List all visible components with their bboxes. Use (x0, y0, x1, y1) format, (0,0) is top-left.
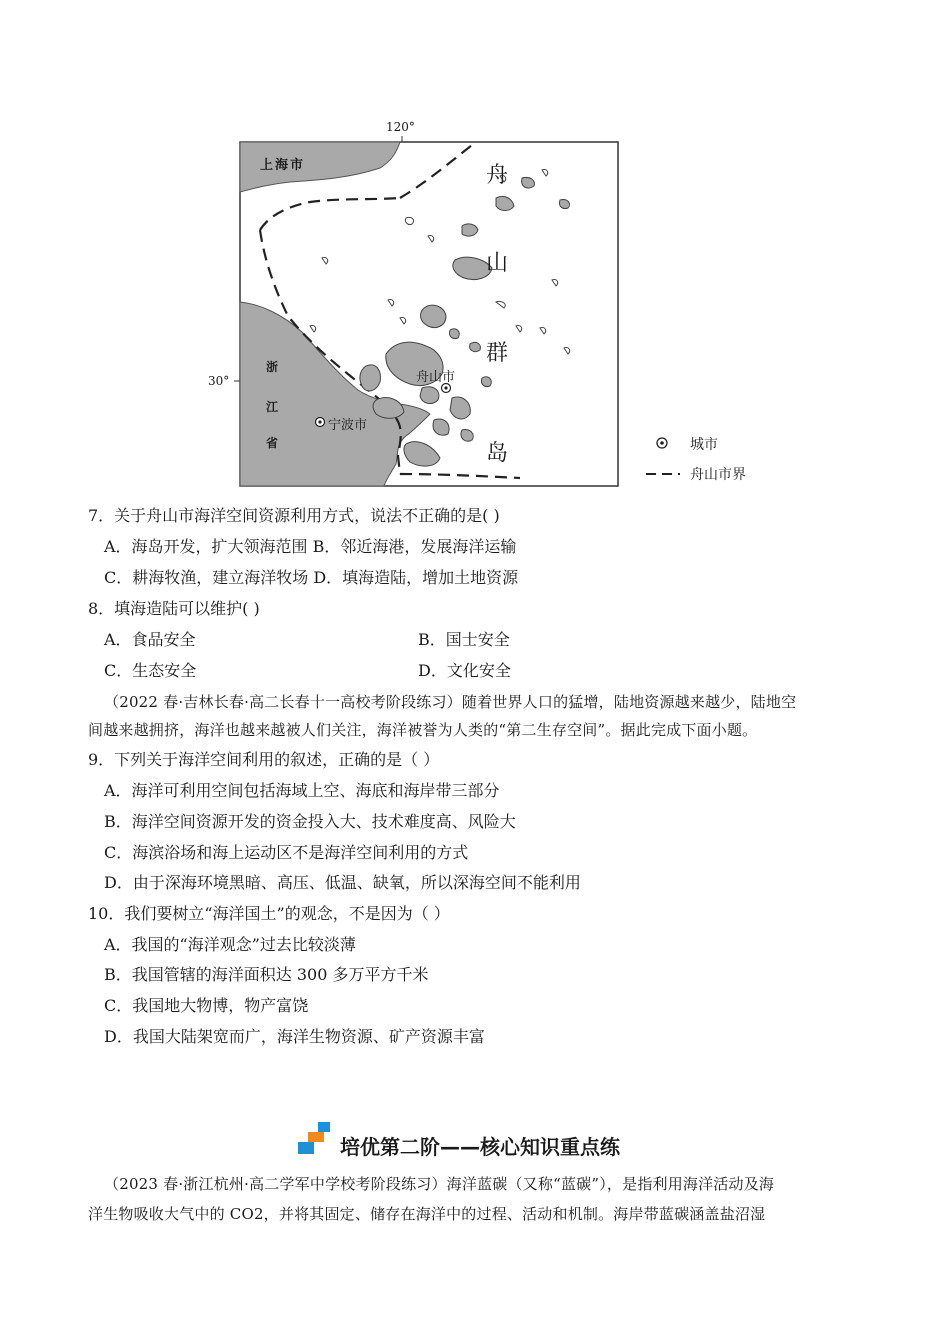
section-title: 培优第二阶——核心知识重点练 (340, 1135, 620, 1159)
legend-city-label: 城市 (690, 437, 718, 453)
shanghai-label: 上海市 (260, 158, 306, 173)
zhoushan-map (200, 118, 790, 490)
question-10-option-b: B．我国管辖的海洋面积达 300 多万平方千米 (104, 965, 429, 984)
ningbo-label: 宁波市 (328, 418, 368, 433)
zhejiang-char-3: 省 (266, 436, 279, 450)
question-9-option-b: B．海洋空间资源开发的资金投入大、技术难度高、风险大 (104, 812, 516, 831)
intro-2-line-1: （2023 春·浙江杭州·高二学军中学校考阶段练习）海洋蓝碳（又称“蓝碳”），是指利用海洋活动及海 (104, 1175, 775, 1193)
intro-1-line-1: （2022 春·吉林长春·高二长春十一高校考阶段练习）随着世界人口的猛增，陆地资源越来越少，陆地空 (104, 693, 797, 711)
zhoushan-city-label: 舟山市 (416, 370, 456, 385)
question-7-options-line-2: C．耕海牧渔，建立海洋牧场 D．填海造陆，增加土地资源 (104, 568, 519, 587)
question-7-options-line-1: A．海岛开发，扩大领海范围 B．邻近海港，发展海洋运输 (104, 537, 517, 556)
question-10-option-a: A．我国的“海洋观念”过去比较淡薄 (104, 935, 356, 954)
question-8-option-a: A．食品安全 (104, 630, 196, 649)
question-7-stem: 7．关于舟山市海洋空间资源利用方式，说法不正确的是( ) (88, 506, 500, 525)
question-9-stem: 9．下列关于海洋空间利用的叙述，正确的是（ ） (88, 750, 440, 769)
zhejiang-char-1: 浙 (266, 360, 279, 374)
question-8-option-d: D．文化安全 (418, 661, 511, 680)
archipelago-char-1: 舟 (486, 163, 509, 188)
question-10-option-c: C．我国地大物博，物产富饶 (104, 996, 309, 1015)
archipelago-char-3: 群 (486, 341, 509, 366)
zhejiang-char-2: 江 (266, 400, 279, 414)
question-9-option-a: A．海洋可利用空间包括海域上空、海底和海岸带三部分 (104, 781, 500, 800)
question-9-option-d: D．由于深海环境黑暗、高压、低温、缺氧，所以深海空间不能利用 (104, 873, 581, 892)
latitude-label: 30° (208, 374, 230, 388)
archipelago-char-4: 岛 (486, 441, 509, 466)
question-8-stem: 8．填海造陆可以维护( ) (88, 599, 260, 618)
question-10-option-d: D．我国大陆架宽而广，海洋生物资源、矿产资源丰富 (104, 1027, 485, 1046)
longitude-label: 120° (386, 120, 415, 134)
question-10-stem: 10．我们要树立“海洋国土”的观念，不是因为（ ） (88, 904, 450, 923)
legend-boundary-label: 舟山市界 (690, 467, 746, 483)
archipelago-char-2: 山 (486, 251, 509, 276)
question-9-option-c: C．海滨浴场和海上运动区不是海洋空间利用的方式 (104, 843, 469, 862)
question-8-option-c: C．生态安全 (104, 661, 197, 680)
intro-1-line-2: 间越来越拥挤，海洋也越来越被人们关注，海洋被誉为人类的“第二生存空间”。据此完成下面小题。 (88, 721, 758, 739)
section-icon (296, 1122, 336, 1156)
intro-2-line-2: 洋生物吸收大气中的 CO2，并将其固定、储存在海洋中的过程、活动和机制。海岸带蓝碳涵盖盐沼湿 (88, 1205, 766, 1223)
question-8-option-b: B．国士安全 (418, 630, 510, 649)
